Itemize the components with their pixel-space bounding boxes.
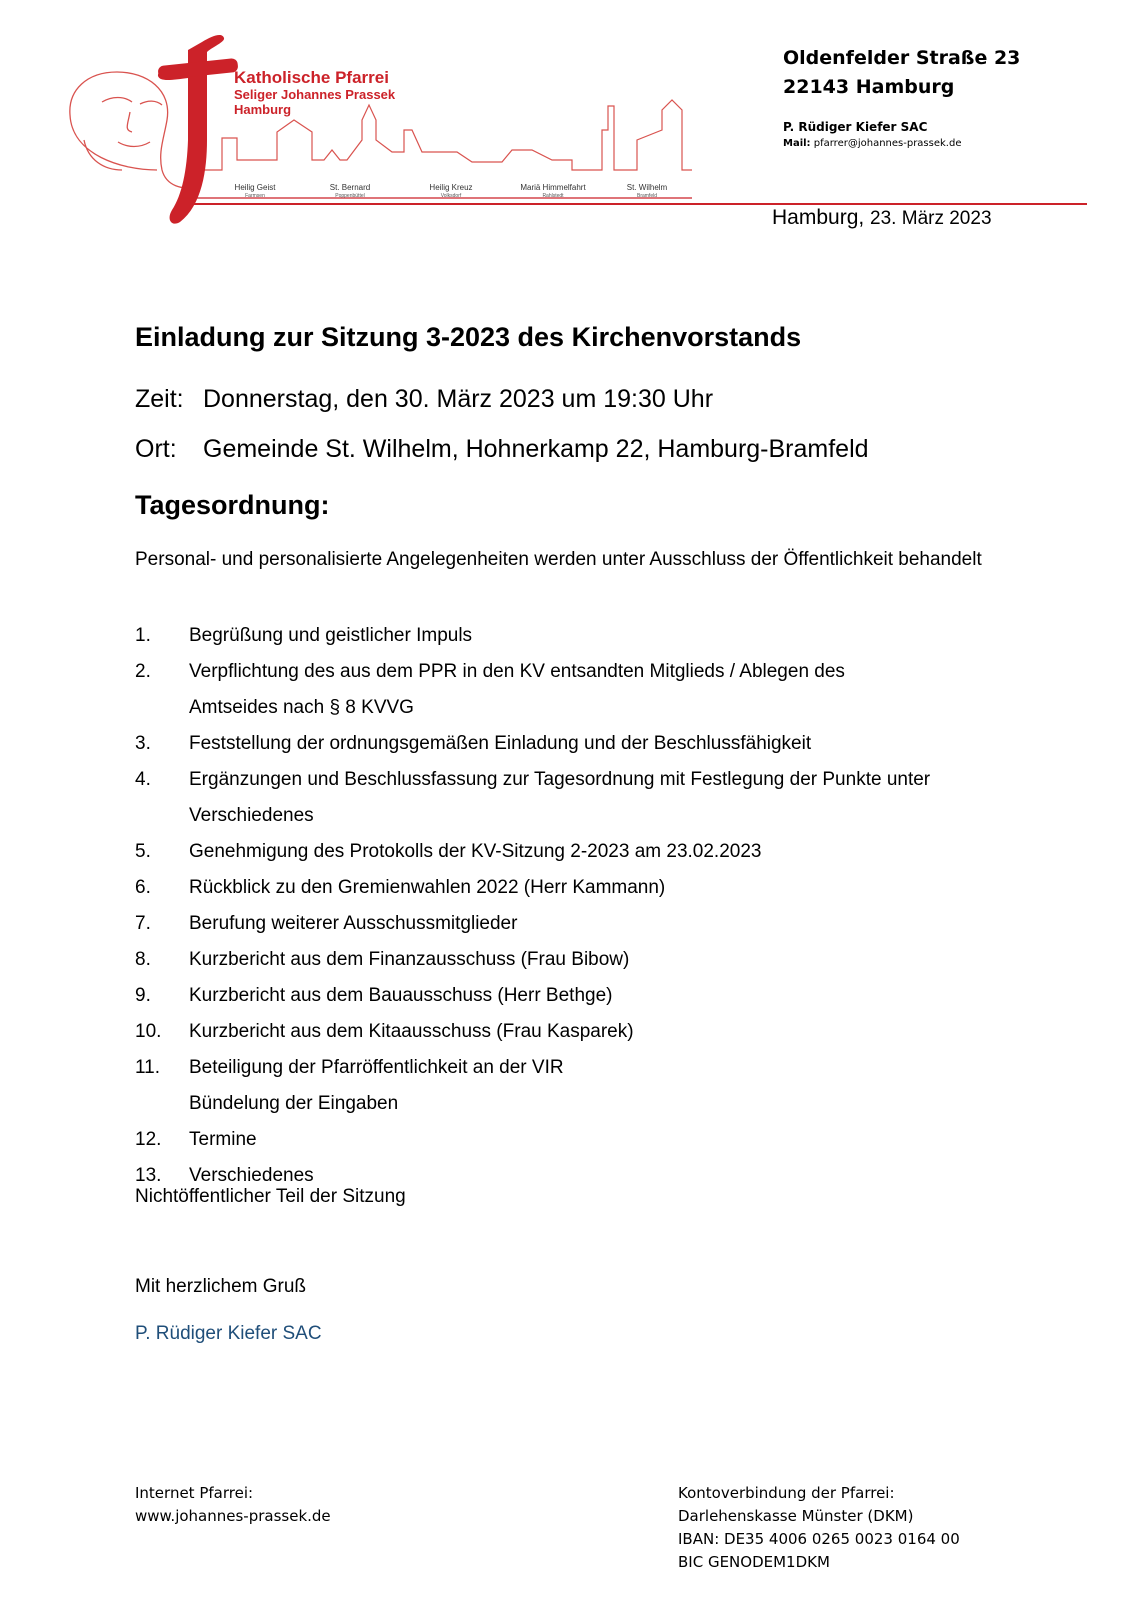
agenda-item xyxy=(135,1014,1015,1050)
agenda-item-text: Ergänzungen und Beschlussfassung zur Tagesordnung mit Festlegung der Punkte unter xyxy=(189,769,931,790)
agenda-item-text: Kurzbericht aus dem Bauausschuss (Herr Bethge) xyxy=(189,985,613,1006)
confidentiality-note: Personal- und personalisierte Angelegenheiten werden unter Ausschluss der Öffentlichkeit behandelt xyxy=(135,549,982,570)
agenda-item-number: 8. xyxy=(135,949,151,970)
agenda-item-text: Termine xyxy=(189,1129,257,1150)
agenda-item-number: 5. xyxy=(135,841,151,862)
logo-line-3: Hamburg xyxy=(234,102,292,117)
agenda-item-number: 3. xyxy=(135,733,151,754)
agenda-item xyxy=(135,618,1015,654)
church-place: Poppenbüttel xyxy=(335,193,365,199)
agenda-item xyxy=(135,726,1015,762)
church-name: St. Wilhelm xyxy=(626,183,668,192)
church-label xyxy=(508,183,598,201)
greeting: Mit herzlichem Gruß xyxy=(135,1276,307,1297)
church-label xyxy=(406,183,496,201)
agenda-item-number: 13. xyxy=(135,1165,162,1186)
agenda-heading: Tagesordnung: xyxy=(135,490,330,520)
agenda-item-text: Kurzbericht aus dem Finanzausschuss (Frau Bibow) xyxy=(189,949,630,970)
bank-bic: BIC GENODEM1DKM xyxy=(678,1553,830,1571)
church-label xyxy=(305,183,395,201)
agenda-item-text: Verschiedenes xyxy=(189,805,314,826)
agenda-item-text: Amtseides nach § 8 KVVG xyxy=(189,697,414,718)
mail-value: pfarrer@johannes-prassek.de xyxy=(813,138,962,149)
address-city: 22143 Hamburg xyxy=(783,76,955,98)
agenda-item-text: Beteiligung der Pfarröffentlichkeit an der VIR xyxy=(189,1057,564,1078)
place-label: Ort: xyxy=(135,435,177,463)
time-value: Donnerstag, den 30. März 2023 um 19:30 Uhr xyxy=(203,385,714,413)
church-place: Farmsen xyxy=(245,193,265,199)
agenda-item-number: 12. xyxy=(135,1129,162,1150)
place-value: Gemeinde St. Wilhelm, Hohnerkamp 22, Hamburg-Bramfeld xyxy=(203,435,869,463)
agenda-item-number: 4. xyxy=(135,769,151,790)
document-title: Einladung zur Sitzung 3-2023 des Kirchenvorstands xyxy=(135,322,802,352)
agenda-item xyxy=(135,834,1015,870)
letter-date xyxy=(772,206,992,230)
agenda-item-number: 1. xyxy=(135,625,151,646)
church-name: St. Bernard xyxy=(329,183,371,192)
church-place: Bramfeld xyxy=(636,193,657,199)
mail-label: Mail: xyxy=(783,138,811,149)
agenda-item-number: 2. xyxy=(135,661,151,682)
date-place: Hamburg, xyxy=(772,206,865,229)
signature: P. Rüdiger Kiefer SAC xyxy=(135,1323,322,1344)
footer-bank xyxy=(678,1482,960,1574)
logo-line-1: Katholische Pfarrei xyxy=(234,68,389,87)
internet-label: Internet Pfarrei: xyxy=(135,1484,254,1502)
church-place: Volksdorf xyxy=(440,193,462,199)
sender-name: P. Rüdiger Kiefer SAC xyxy=(783,120,928,134)
church-place: Rahlstedt xyxy=(542,193,564,199)
agenda-item-text: Berufung weiterer Ausschussmitglieder xyxy=(189,913,518,934)
agenda-item-text: Genehmigung des Protokolls der KV-Sitzung 2-2023 am 23.02.2023 xyxy=(189,841,762,862)
closed-session-note: Nichtöffentlicher Teil der Sitzung xyxy=(135,1186,406,1207)
agenda-item xyxy=(135,654,1015,726)
church-name: Heilig Geist xyxy=(234,183,276,192)
agenda-item-number: 7. xyxy=(135,913,151,934)
agenda-item-number: 11. xyxy=(135,1057,161,1078)
agenda-item-text: Feststellung der ordnungsgemäßen Einladung und der Beschlussfähigkeit xyxy=(189,733,812,754)
logo-line-2: Seliger Johannes Prassek xyxy=(234,87,396,102)
parish-name xyxy=(234,68,395,117)
date-value: 23. März 2023 xyxy=(870,208,992,229)
agenda-item-number: 6. xyxy=(135,877,151,898)
sender-mail xyxy=(783,138,961,149)
agenda-item xyxy=(135,1122,1015,1158)
agenda-item-text: Verpflichtung des aus dem PPR in den KV entsandten Mitglieds / Ablegen des xyxy=(189,661,845,682)
bank-label: Kontoverbindung der Pfarrei: xyxy=(678,1484,895,1502)
agenda-item-number: 9. xyxy=(135,985,151,1006)
portrait-line-art xyxy=(70,72,200,188)
church-label xyxy=(602,183,692,201)
agenda-item xyxy=(135,978,1015,1014)
meeting-time xyxy=(135,385,713,414)
footer-internet xyxy=(135,1482,331,1528)
letterhead-divider xyxy=(185,203,1087,205)
agenda-item xyxy=(135,1050,1015,1122)
agenda-item-text: Begrüßung und geistlicher Impuls xyxy=(189,625,473,646)
agenda-item-number: 10. xyxy=(135,1021,162,1042)
agenda-item-text: Rückblick zu den Gremienwahlen 2022 (Herr Kammann) xyxy=(189,877,666,898)
time-label: Zeit: xyxy=(135,385,184,413)
agenda-item-text: Verschiedenes xyxy=(189,1165,314,1186)
agenda-item xyxy=(135,870,1015,906)
agenda-item xyxy=(135,942,1015,978)
meeting-place xyxy=(135,435,869,464)
agenda-item xyxy=(135,762,1015,834)
internet-url[interactable]: www.johannes-prassek.de xyxy=(135,1507,331,1525)
church-name: Heilig Kreuz xyxy=(429,183,473,192)
agenda-item xyxy=(135,906,1015,942)
bank-iban: IBAN: DE35 4006 0265 0023 0164 00 xyxy=(678,1530,960,1548)
church-name: Mariä Himmelfahrt xyxy=(520,183,586,192)
address-street: Oldenfelder Straße 23 xyxy=(783,47,1021,69)
sender-address xyxy=(783,44,1020,102)
bank-name: Darlehenskasse Münster (DKM) xyxy=(678,1507,914,1525)
church-label xyxy=(210,183,300,201)
agenda-item-text: Bündelung der Eingaben xyxy=(189,1093,399,1114)
agenda-item-text: Kurzbericht aus dem Kitaausschuss (Frau Kasparek) xyxy=(189,1021,634,1042)
